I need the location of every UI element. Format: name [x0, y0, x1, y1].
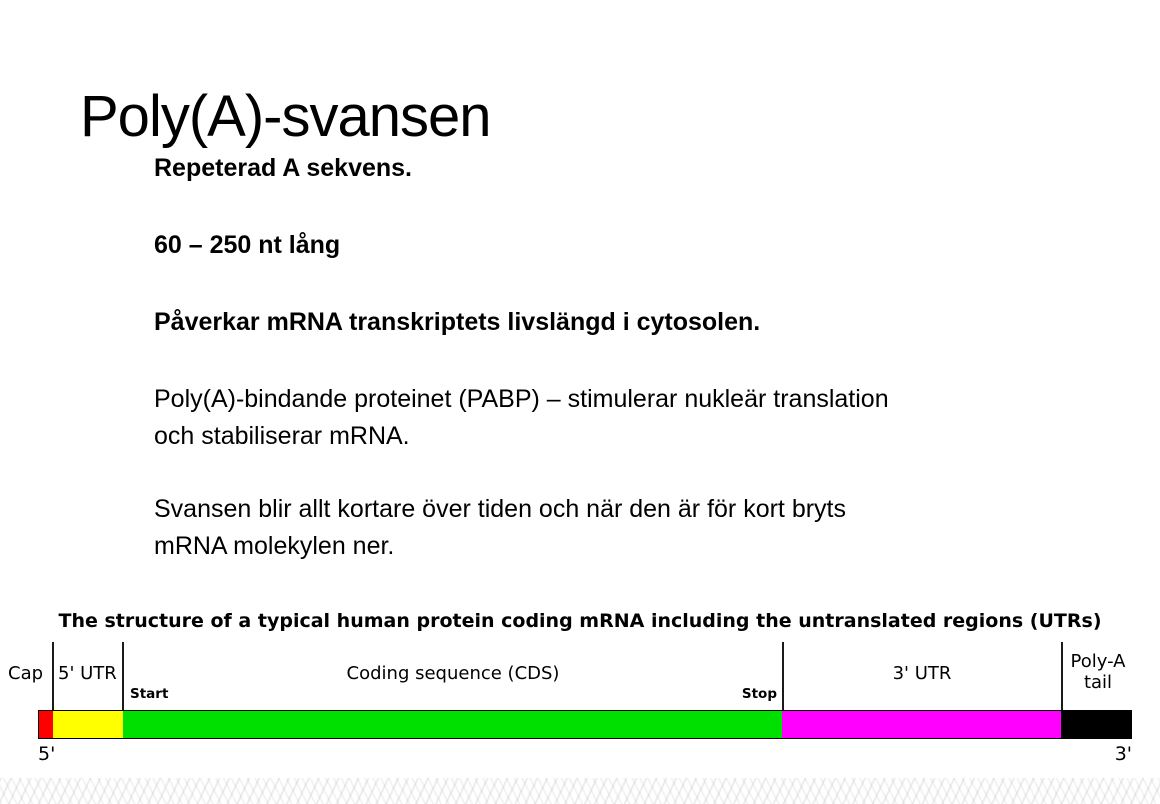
label-polya-line1: Poly-A — [1070, 651, 1126, 672]
label-3utr: 3' UTR — [892, 663, 952, 684]
bullet-line: mRNA molekylen ner. — [154, 532, 395, 560]
label-cap: Cap — [8, 663, 44, 684]
label-polya-tail — [1062, 651, 1134, 693]
mrna-bar — [38, 710, 1132, 739]
bullet-line: Poly(A)-bindande proteinet (PABP) – stimulerar nukleär translation — [154, 385, 889, 413]
label-start-codon: Start — [130, 686, 169, 702]
label-stop-codon: Stop — [741, 686, 777, 702]
segment-cds — [123, 711, 782, 738]
bullet-line: Repeterad A sekvens. — [154, 154, 412, 182]
segment-3utr — [782, 711, 1061, 738]
diagram-title: The structure of a typical human protein coding mRNA including the untranslated regions (UTRs) — [58, 610, 1102, 632]
segment-5utr — [53, 711, 123, 738]
boundary-line-cap-utr5 — [52, 642, 54, 710]
bullet-line: Påverkar mRNA transkriptets livslängd i cytosolen. — [154, 308, 761, 336]
bullet-line: Svansen blir allt kortare över tiden och när den är för kort bryts — [154, 495, 846, 523]
segment-polya-tail — [1061, 711, 1131, 738]
bullet-line: 60 – 250 nt lång — [154, 231, 341, 259]
label-cds: Coding sequence (CDS) — [346, 663, 560, 684]
label-5utr: 5' UTR — [58, 663, 117, 684]
page-title: Poly(A)-svansen — [80, 83, 491, 149]
label-3-prime-end: 3' — [1114, 743, 1132, 765]
bullet-line: och stabiliserar mRNA. — [154, 422, 410, 450]
segment-cap — [39, 711, 53, 738]
torn-edge-texture — [0, 778, 1160, 804]
label-polya-line2: tail — [1083, 672, 1113, 693]
label-5-prime-end: 5' — [38, 743, 56, 765]
